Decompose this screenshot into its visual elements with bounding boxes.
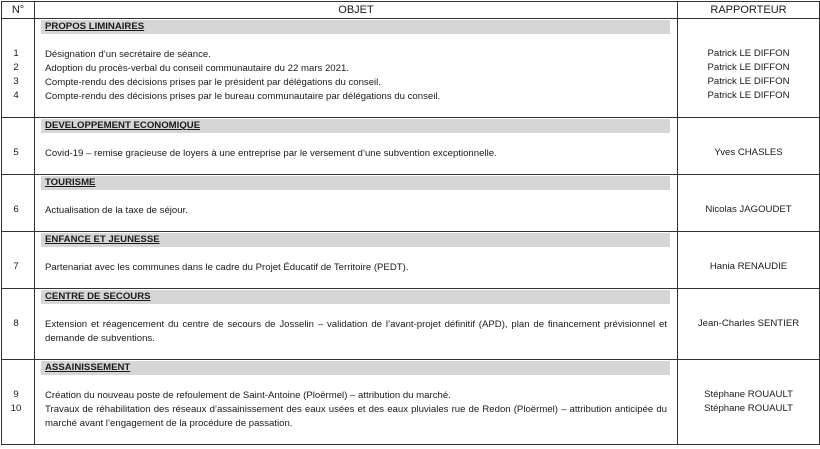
rapporteur-cell (678, 118, 820, 175)
item-rapporteur: Stéphane ROUAULT (704, 389, 793, 400)
item-rapporteur: Stéphane ROUAULT (704, 403, 793, 414)
item-rapporteur: Patrick LE DIFFON (707, 62, 790, 73)
item-text: Travaux de réhabilitation des réseaux d’assainissement des eaux usées et des eaux pluviales rue de Redon (Ploërmel) – attribution anticipée du marché avant l’engagement de la procédure de passation. (45, 404, 667, 429)
item-num: 10 (10, 403, 22, 414)
item-num: 7 (13, 261, 19, 272)
rapporteur-cell (678, 360, 820, 445)
objet-cell (35, 118, 678, 175)
item-rapporteur: Yves CHASLES (714, 147, 783, 158)
item-rapporteur: Patrick LE DIFFON (707, 48, 790, 59)
objet-cell (35, 19, 678, 118)
section-title: ENFANCE ET JEUNESSE (41, 233, 670, 247)
agenda-table (1, 1, 820, 445)
item-num: 6 (13, 204, 19, 215)
item-text: Création du nouveau poste de refoulement de Saint-Antoine (Ploërmel) – attribution du marché. (45, 390, 451, 401)
item-text: Adoption du procès-verbal du conseil communautaire du 22 mars 2021. (45, 63, 349, 74)
objet-cell (35, 360, 678, 445)
item-text: Compte-rendu des décisions prises par le bureau communautaire par délégations du conseil. (45, 91, 441, 102)
item-rapporteur: Patrick LE DIFFON (707, 90, 790, 101)
section-title: ASSAINISSEMENT (41, 361, 670, 375)
item-rapporteur: Jean-Charles SENTIER (697, 318, 800, 329)
rapporteur-cell (678, 175, 820, 232)
item-rapporteur: Patrick LE DIFFON (707, 76, 790, 87)
num-cell (2, 289, 35, 360)
section-row-developpement-economique (2, 118, 820, 175)
section-row-assainissement (2, 360, 820, 445)
num-cell (2, 175, 35, 232)
item-text: Désignation d’un secrétaire de séance. (45, 49, 211, 60)
rapporteur-cell (678, 289, 820, 360)
item-num: 3 (13, 76, 19, 87)
header-rapporteur: RAPPORTEUR (678, 2, 820, 19)
item-num: 1 (13, 48, 19, 59)
section-title: DEVELOPPEMENT ECONOMIQUE (41, 119, 670, 133)
section-row-enfance-jeunesse (2, 232, 820, 289)
item-text: Actualisation de la taxe de séjour. (45, 205, 188, 216)
rapporteur-cell (678, 19, 820, 118)
objet-cell (35, 289, 678, 360)
item-num: 2 (13, 62, 19, 73)
section-row-tourisme (2, 175, 820, 232)
item-num: 8 (13, 318, 19, 329)
item-text: Partenariat avec les communes dans le cadre du Projet Éducatif de Territoire (PEDT). (45, 262, 409, 273)
table-header-row (2, 2, 820, 19)
section-title: CENTRE DE SECOURS (41, 290, 670, 304)
rapporteur-cell (678, 232, 820, 289)
num-cell (2, 19, 35, 118)
num-cell (2, 360, 35, 445)
num-cell (2, 232, 35, 289)
objet-cell (35, 175, 678, 232)
num-cell (2, 118, 35, 175)
item-text: Covid-19 – remise gracieuse de loyers à une entreprise par le versement d’une subvention exceptionnelle. (45, 148, 497, 159)
item-num: 5 (13, 147, 19, 158)
header-num: N° (2, 2, 35, 19)
item-rapporteur: Hania RENAUDIE (709, 261, 788, 272)
header-objet: OBJET (35, 2, 678, 19)
item-rapporteur: Nicolas JAGOUDET (705, 204, 792, 215)
item-text: Extension et réagencement du centre de secours de Josselin – validation de l’avant-projet définitif (APD), plan de financement prévisionnel et demande de subventions. (45, 319, 667, 344)
section-row-centre-de-secours (2, 289, 820, 360)
section-title: TOURISME (41, 176, 670, 190)
section-row-propos-liminaires (2, 19, 820, 118)
objet-cell (35, 232, 678, 289)
section-title: PROPOS LIMINAIRES (41, 20, 670, 34)
item-num: 9 (13, 389, 19, 400)
item-text: Compte-rendu des décisions prises par le président par délégations du conseil. (45, 77, 381, 88)
item-num: 4 (13, 90, 19, 101)
